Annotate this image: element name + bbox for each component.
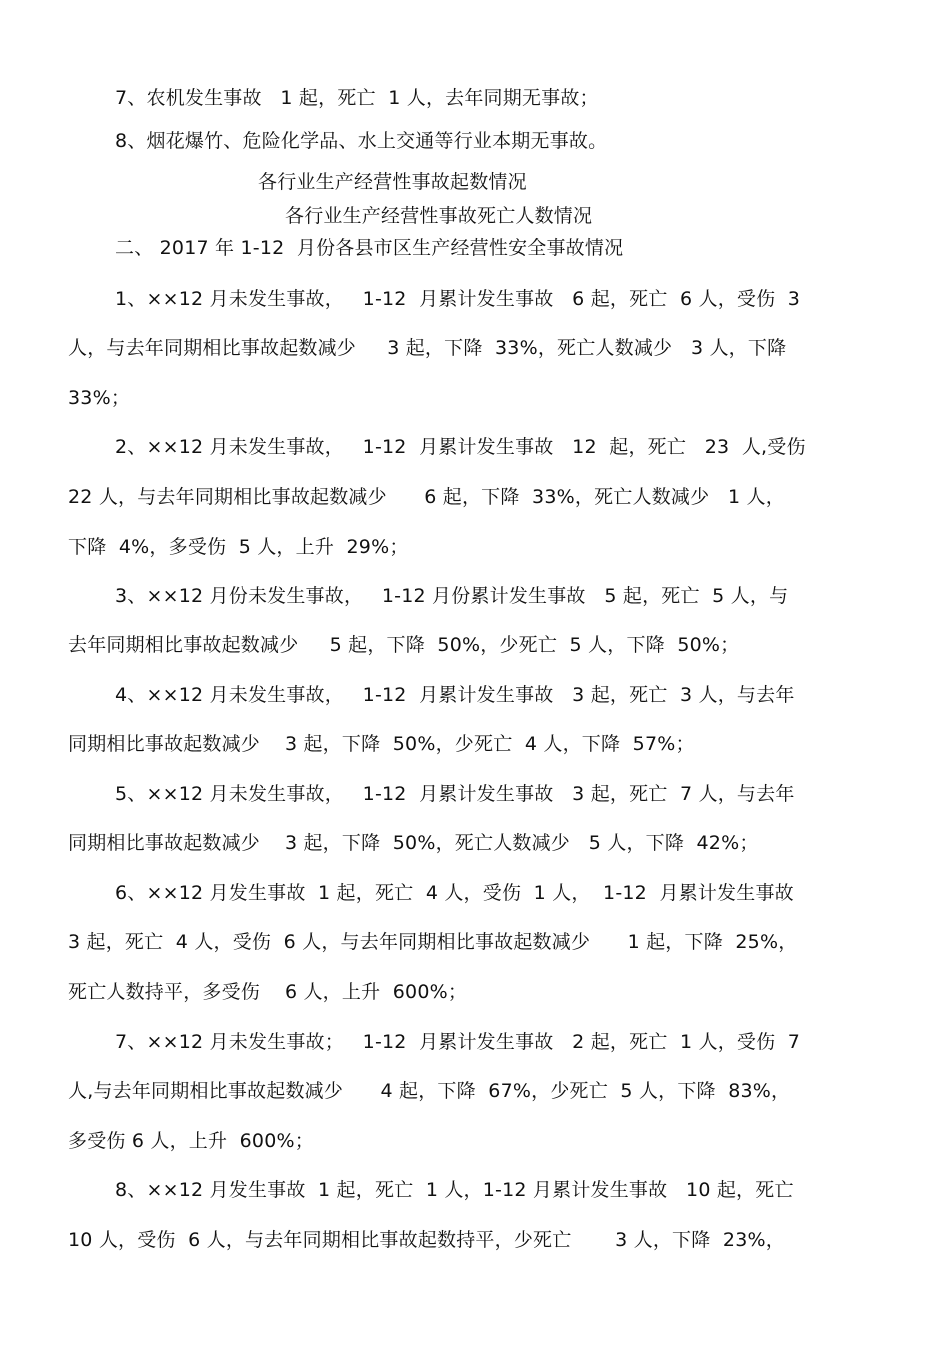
paragraph-line: 6、××12 月发生事故 1 起，死亡 4 人，受伤 1 人， 1-12 月累计发生事故 (115, 882, 794, 904)
chart-caption: 各行业生产经营性事故起数情况 (258, 171, 527, 193)
section-heading: 二、 2017 年 1-12 月份各县市区生产经营性安全事故情况 (115, 237, 624, 259)
paragraph-line: 5、××12 月未发生事故， 1-12 月累计发生事故 3 起，死亡 7 人，与去年 (115, 783, 795, 805)
paragraph-line: 人，与去年同期相比事故起数减少 3 起，下降 33%，死亡人数减少 3 人，下降 (68, 337, 787, 359)
paragraph-line: 人,与去年同期相比事故起数减少 4 起，下降 67%，少死亡 5 人，下降 83%， (68, 1080, 791, 1102)
paragraph-line: 1、××12 月未发生事故， 1-12 月累计发生事故 6 起，死亡 6 人，受伤 3 (115, 288, 801, 310)
paragraph-line: 10 人，受伤 6 人，与去年同期相比事故起数持平，少死亡 3 人，下降 23%， (68, 1229, 785, 1251)
paragraph-line: 去年同期相比事故起数减少 5 起，下降 50%，少死亡 5 人，下降 50%； (68, 634, 740, 656)
paragraph-line: 2、××12 月未发生事故， 1-12 月累计发生事故 12 起，死亡 23 人,受伤 (115, 436, 806, 458)
paragraph-line: 4、××12 月未发生事故， 1-12 月累计发生事故 3 起，死亡 3 人，与去年 (115, 684, 795, 706)
paragraph-line: 下降 4%，多受伤 5 人，上升 29%； (68, 536, 409, 558)
paragraph-line: 同期相比事故起数减少 3 起，下降 50%，死亡人数减少 5 人，下降 42%； (68, 832, 759, 854)
paragraph-line: 7、××12 月未发生事故； 1-12 月累计发生事故 2 起，死亡 1 人，受伤 7 (115, 1031, 801, 1053)
paragraph-line: 3、××12 月份未发生事故， 1-12 月份累计发生事故 5 起，死亡 5 人，与 (115, 585, 789, 607)
paragraph-line: 多受伤 6 人，上升 600%； (68, 1130, 314, 1152)
paragraph-line: 同期相比事故起数减少 3 起，下降 50%，少死亡 4 人，下降 57%； (68, 733, 695, 755)
paragraph-line: 死亡人数持平，多受伤 6 人，上升 600%； (68, 981, 468, 1003)
chart-caption: 各行业生产经营性事故死亡人数情况 (285, 205, 593, 227)
text-line: 8、烟花爆竹、危险化学品、水上交通等行业本期无事故。 (115, 130, 608, 152)
paragraph-line: 22 人，与去年同期相比事故起数减少 6 起，下降 33%，死亡人数减少 1 人， (68, 486, 785, 508)
paragraph-line: 33%； (68, 387, 131, 409)
paragraph-line: 8、××12 月发生事故 1 起，死亡 1 人，1-12 月累计发生事故 10 起，死亡 (115, 1179, 794, 1201)
text-line: 7、农机发生事故 1 起，死亡 1 人，去年同期无事故； (115, 87, 599, 109)
paragraph-line: 3 起，死亡 4 人，受伤 6 人，与去年同期相比事故起数减少 1 起，下降 25%， (68, 931, 798, 953)
